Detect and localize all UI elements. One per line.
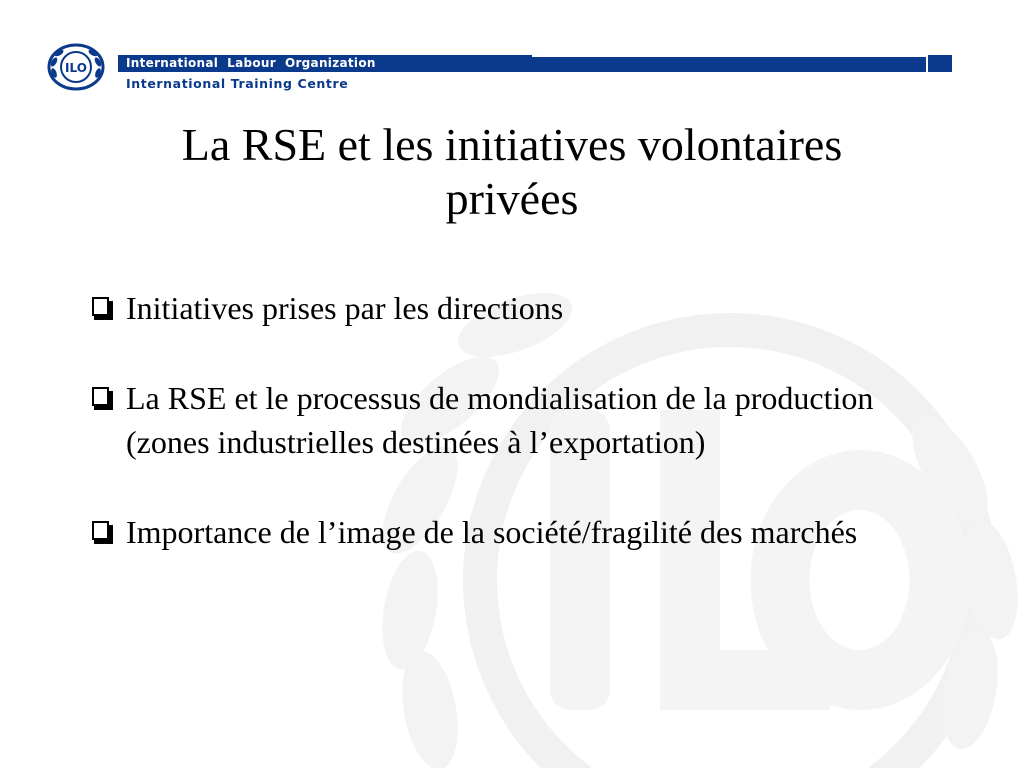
organization-name: International Labour Organization <box>126 56 376 70</box>
bullet-text: Importance de l’image de la société/fragilité des marchés <box>126 514 858 550</box>
checkbox-bullet-icon <box>92 297 109 316</box>
header-bar-endcap <box>928 57 952 72</box>
training-centre-name: International Training Centre <box>126 76 349 91</box>
bullet-text: Initiatives prises par les directions <box>126 290 564 326</box>
ilo-logo-text: ILO <box>65 61 87 75</box>
bullet-item <box>86 510 936 554</box>
checkbox-bullet-icon <box>92 387 109 406</box>
slide-title <box>60 118 964 226</box>
bullet-list <box>86 286 936 554</box>
slide-title-line-2: privées <box>445 173 579 224</box>
checkbox-bullet-icon <box>92 521 109 540</box>
slide-title-line-1: La RSE et les initiatives volontaires <box>181 119 843 170</box>
header-bar-separator <box>532 55 928 57</box>
bullet-item <box>86 286 936 330</box>
bullet-text: La RSE et le processus de mondialisation de la production (zones industrielles destinées à l’exportation) <box>126 380 874 460</box>
bullet-item <box>86 376 936 464</box>
ilo-logo-icon <box>46 42 106 92</box>
